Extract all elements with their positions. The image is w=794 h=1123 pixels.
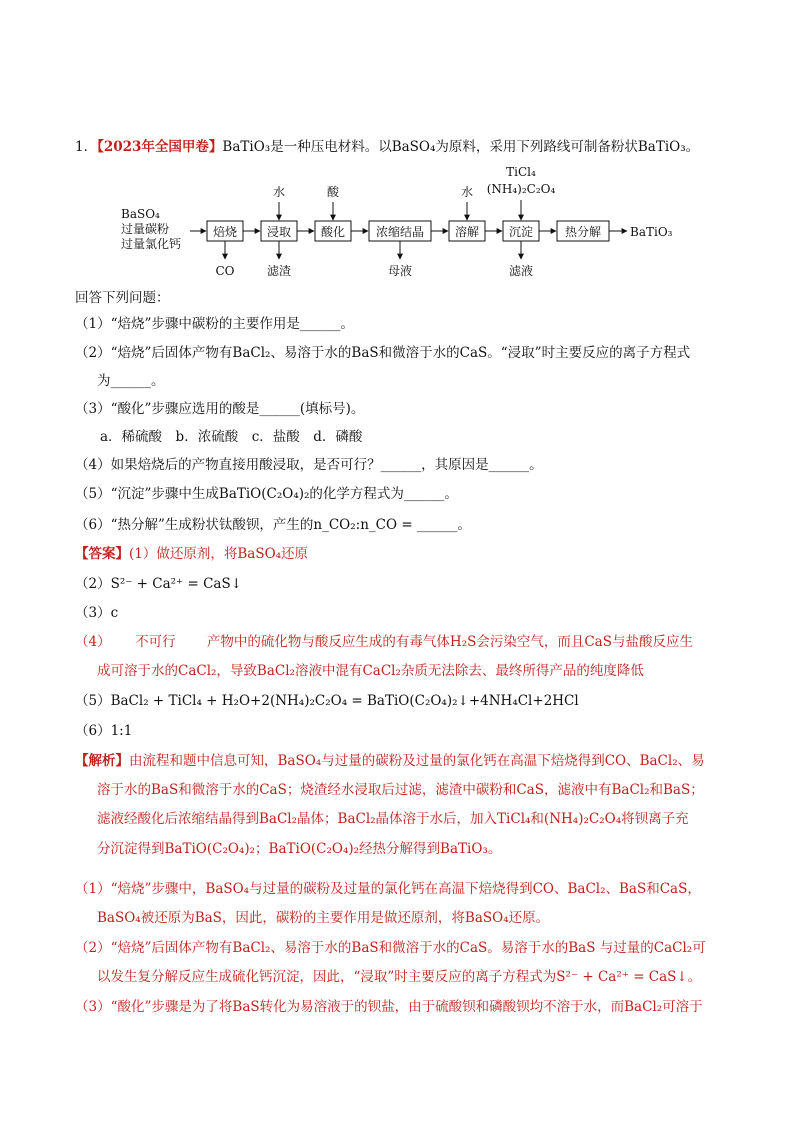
question-2-line-1: （2）“焙烧”后固体产物有BaCl₂、易溶于水的BaS和微溶于水的CaS。“浸取”时主要反应的离子方程式 [75,345,691,361]
question-4: （4）如果焙烧后的产物直接用酸浸取，是否可行？______，其原因是______。 [75,457,543,473]
answer-6: （6）1:1 [75,723,133,739]
question-2-line-2: 为______。 [97,373,165,389]
reagent-oxalate: (NH₄)₂C₂O₄ [486,182,556,196]
step-roast: 焙烧 [212,225,238,239]
analysis-p1-line-4: 分沉淀得到BaTiO(C₂O₄)₂；BaTiO(C₂O₄)₂经热分解得到BaTiO₃。 [97,841,502,857]
answer-1: (1）做还原剂，将BaSO₄还原 [129,546,309,562]
analysis-p2-line-2: BaSO₄被还原为BaS，因此，碳粉的主要作用是做还原剂，将BaSO₄还原。 [97,910,550,926]
input-cacl2: 过量氯化钙 [121,237,182,251]
product-label: BaTiO₃ [630,225,673,239]
questions-intro: 回答下列问题： [75,290,170,306]
answer-4-line-1: （4） 不可行 产物中的硫化物与酸反应生成的有毒气体H₂S会污染空气，而且CaS与盐酸反应生 [75,634,693,650]
input-carbon: 过量碳粉 [121,222,170,236]
answer-2: （2）S²⁻ + Ca²⁺ = CaS↓ [75,576,243,592]
question-6: （6）“热分解”生成粉状钛酸钡，产生的n_CO₂:n_CO = ______。 [75,517,471,533]
reagent-water-1: 水 [272,185,286,199]
byproduct-mother-liquor: 母液 [387,264,413,278]
analysis-p4-line-1: （3）“酸化”步骤是为了将BaS转化为易溶液于的钡盐，由于硫酸钡和磷酸钡均不溶于水，而BaCl₂可溶于 [75,999,703,1015]
answer-5: （5）BaCl₂ + TiCl₄ + H₂O+2(NH₄)₂C₂O₄ = BaTiO(C₂O₄)₂↓+4NH₄Cl+2HCl [75,693,579,709]
analysis-p1-line-2: 溶于水的BaS和微溶于水的CaS；烧渣经水浸取后过滤，滤渣中碳粉和CaS，滤液中有BaCl₂和BaS； [97,782,704,798]
answer-4-line-2: 成可溶于水的CaCl₂，导致BaCl₂溶液中混有CaCl₂杂质无法除去、最终所得产品的纯度降低 [97,663,644,679]
question-5: （5）“沉淀”步骤中生成BaTiO(C₂O₄)₂的化学方程式为______。 [75,486,458,502]
byproduct-filtrate: 滤液 [508,264,534,278]
answer-tag: 【答案】 [75,546,129,562]
analysis-p1-line-3: 滤液经酸化后浓缩结晶得到BaCl₂晶体；BaCl₂晶体溶于水后，加入TiCl₄和(NH₄)₂C₂O₄将钡离子充 [97,811,689,827]
question-1: （1）“焙烧”步骤中碳粉的主要作用是______。 [75,316,354,332]
answer-1-line [75,545,308,563]
question-3-options: a．稀硫酸 b．浓硫酸 c．盐酸 d．磷酸 [100,429,363,445]
step-leach: 浸取 [266,225,292,239]
analysis-tag: 【解析】 [75,753,129,769]
reagent-water-2: 水 [460,185,474,199]
analysis-p1-text: 由流程和题中信息可知，BaSO₄与过量的碳粉及过量的氯化钙在高温下焙烧得到CO、BaCl₂、易 [129,753,705,769]
step-crystallize: 浓缩结晶 [375,225,425,239]
analysis-p3-line-2: 以发生复分解反应生成硫化钙沉淀，因此，“浸取”时主要反应的离子方程式为S²⁻ + Ca²⁺ = CaS↓。 [97,969,702,985]
analysis-p1-line-1 [75,752,705,770]
analysis-p2-line-1: （1）“焙烧”步骤中，BaSO₄与过量的碳粉及过量的氯化钙在高温下焙烧得到CO、BaCl₂、BaS和CaS， [75,881,701,897]
reagent-acid: 酸 [326,185,340,199]
step-precipitate: 沉淀 [508,225,534,239]
stem-text: BaTiO₃是一种压电材料。以BaSO₄为原料，采用下列路线可制备粉状BaTiO₃。 [222,139,700,155]
reagent-ticl4: TiCl₄ [506,165,536,179]
source-tag: 【2023年全国甲卷】 [97,139,223,155]
byproduct-co: CO [215,264,235,278]
question-3: （3）“酸化”步骤应选用的酸是______(填标号)。 [75,401,365,417]
answer-3: （3）c [75,605,119,621]
input-baso4: BaSO₄ [121,207,160,221]
analysis-p3-line-1: （2）“焙烧”后固体产物有BaCl₂、易溶于水的BaS和微溶于水的CaS。易溶于水的BaS 与过量的CaCl₂可 [75,940,706,956]
step-dissolve: 溶解 [454,225,480,239]
step-acidify: 酸化 [320,225,346,239]
process-flowchart [0,0,794,290]
byproduct-residue: 滤渣 [266,264,292,278]
question-number: 1． [75,139,98,155]
step-decompose: 热分解 [564,225,602,239]
